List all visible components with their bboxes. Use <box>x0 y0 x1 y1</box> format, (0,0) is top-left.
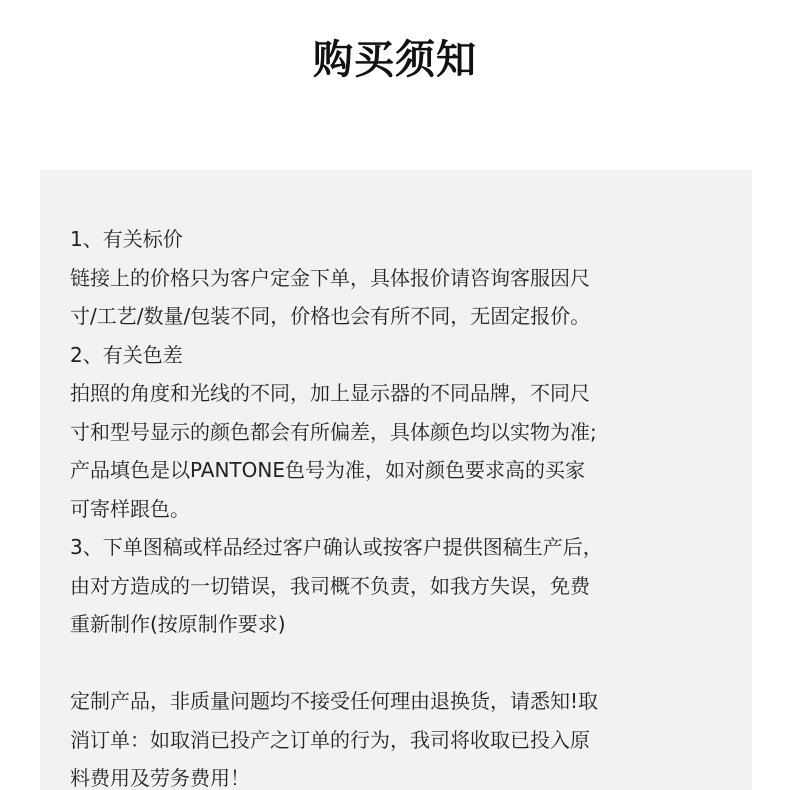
purchase-notice-panel <box>40 170 752 790</box>
notice-line: 料费用及劳务费用！ <box>70 766 250 790</box>
notice-line: 拍照的角度和光线的不同，加上显示器的不同品牌，不同尺 <box>70 381 590 405</box>
notice-line: 链接上的价格只为客户定金下单，具体报价请咨询客服因尺 <box>70 265 590 290</box>
paragraph-spacer <box>70 644 722 683</box>
notice-line: 3、下单图稿或样品经过客户确认或按客户提供图稿生产后， <box>70 535 603 559</box>
notice-line: 由对方造成的一切错误，我司概不负责，如我方失误，免费 <box>70 573 590 598</box>
notice-line: 可寄样跟色。 <box>70 496 190 521</box>
notice-line: 2、有关色差 <box>70 342 183 367</box>
notice-line: 定制产品，非质量问题均不接受任何理由退换货，请悉知!取 <box>70 689 599 713</box>
page-title: 购买须知 <box>313 37 477 83</box>
notice-line: 1、有关标价 <box>70 227 183 251</box>
notice-line: 产品填色是以PANTONE色号为准，如对颜色要求高的买家 <box>70 458 585 482</box>
notice-line: 重新制作(按原制作要求) <box>70 612 286 636</box>
notice-line: 消订单：如取消已投产之订单的行为，我司将收取已投入原 <box>70 727 590 752</box>
notice-line: 寸/工艺/数量/包装不同，价格也会有所不同，无固定报价。 <box>70 304 591 328</box>
notice-line: 寸和型号显示的颜色都会有所偏差，具体颜色均以实物为准; <box>70 419 597 444</box>
